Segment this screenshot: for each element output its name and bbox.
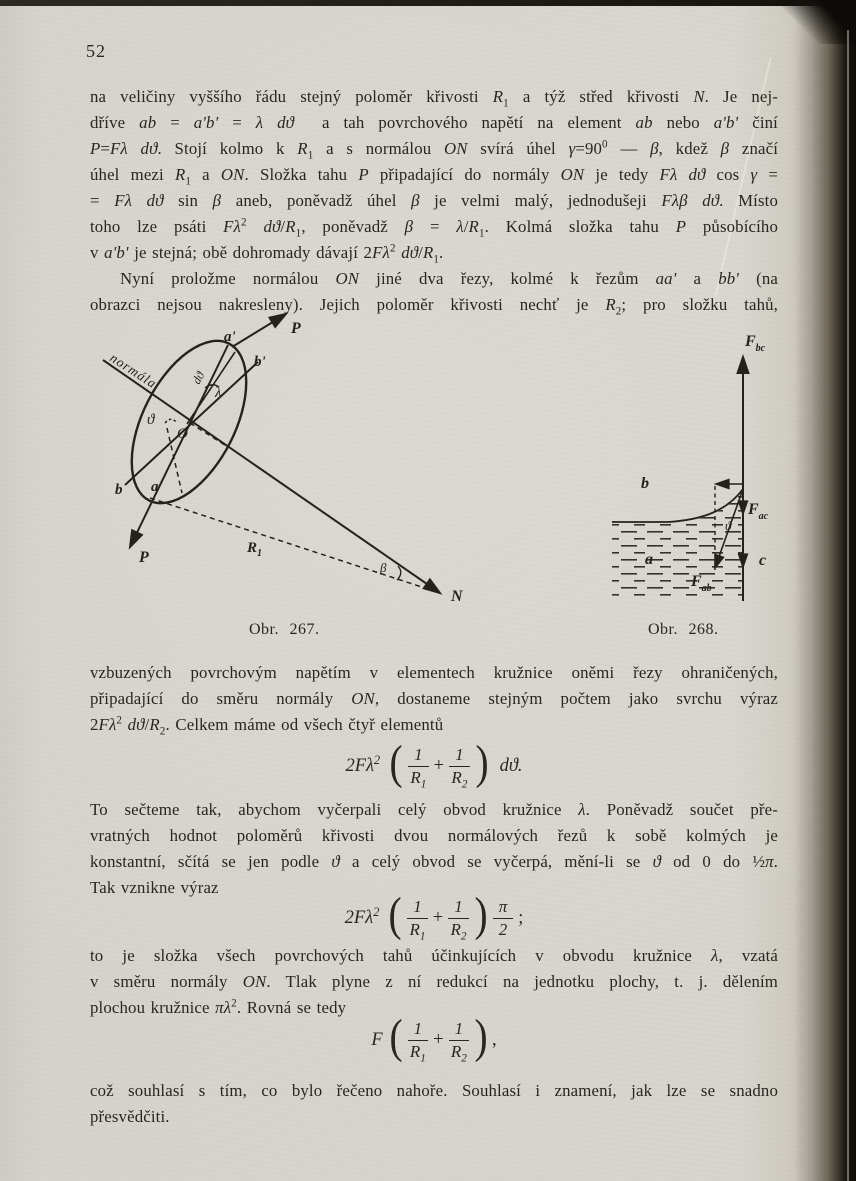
left-paren: ( bbox=[389, 736, 403, 790]
normala-label: normála bbox=[107, 349, 160, 392]
theta-angle-mark bbox=[165, 419, 176, 423]
figure-267 bbox=[85, 300, 480, 612]
normal-line-ON bbox=[103, 360, 440, 593]
formula-coefficient: F bbox=[371, 1029, 383, 1050]
formula-punctuation: , bbox=[492, 1029, 497, 1050]
text-line: Nyní proložme normálou ON jiné dva řezy, kolmé k řezům aa' a bb' (na bbox=[120, 269, 778, 288]
text-line: = Fλ dϑ sin β aneb, poněvadž úhel β je velmi malý, jednodušeji Fλβ dϑ. Místo bbox=[90, 191, 778, 210]
beta-angle-arc bbox=[397, 566, 401, 580]
text-line: toho lze psáti $F\lambda^2$ $dϑ/R_1$, poněvadž $\beta = \lambda/R_1$. Kolmá složka tahu P působícího bbox=[90, 216, 779, 240]
a-region-label: a bbox=[645, 551, 653, 568]
a-label: a bbox=[151, 479, 159, 495]
fraction-1-R1: $\frac{1}{R_1}$ bbox=[408, 745, 429, 788]
figure-267-caption: Obr. 267. bbox=[249, 621, 320, 638]
formula-coefficient: $2F\lambda^2$ bbox=[345, 752, 381, 776]
text-line: což souhlasí s tím, co bylo řečeno nahoře. Souhlasí i znamení, jak lze se snadno bbox=[90, 1081, 778, 1100]
p-arrow-top bbox=[232, 314, 286, 347]
paragraph-4 bbox=[90, 797, 778, 901]
text-line: To sečteme tak, abychom vyčerpali celý obvod kružnice λ. Poněvadž součet pře- bbox=[90, 800, 778, 819]
text-line: vratných hodnot poloměrů křivosti dvou normálových řezů k sobě kolmých je bbox=[90, 826, 778, 845]
formula-punctuation: ; bbox=[518, 907, 524, 928]
scan-corner-shadow bbox=[766, 0, 856, 44]
b-prime-label: b' bbox=[254, 354, 266, 370]
beta-label: β bbox=[380, 560, 387, 575]
N-label: N bbox=[451, 588, 463, 605]
formula-total-circumference bbox=[90, 888, 778, 948]
paragraph-1 bbox=[90, 84, 778, 266]
page-number: 52 bbox=[86, 41, 106, 61]
paragraph-6 bbox=[90, 1078, 778, 1130]
c-region-label: c bbox=[759, 552, 767, 569]
Fab-label: $F_{ab}$ bbox=[691, 573, 712, 594]
b-region-label: b bbox=[641, 475, 649, 492]
text-line: Tak vznikne výraz bbox=[90, 878, 219, 897]
figure-268 bbox=[595, 318, 795, 610]
b-label: b bbox=[115, 482, 123, 498]
text-line: $2F\lambda^2$ $dϑ/R_2$. Celkem máme od všech čtyř elementů bbox=[90, 714, 444, 738]
P-bottom-label: P bbox=[139, 549, 149, 566]
O-label: O bbox=[177, 426, 188, 442]
fraction-1-R2: $\frac{1}{R_2}$ bbox=[449, 745, 470, 788]
theta-label: ϑ bbox=[147, 412, 155, 428]
text-line: úhel mezi $R_1$ a ON. Složka tahu P připadající do normály ON je tedy Fλ dϑ cos γ = bbox=[90, 165, 778, 188]
dtheta-label: dϑ bbox=[189, 369, 208, 387]
page-edge-highlight bbox=[847, 30, 849, 1181]
text-line: v a'b' je stejná; obě dohromady dávají $2F\lambda^2$ $dϑ/R_1$. bbox=[90, 242, 444, 266]
left-paren: ( bbox=[389, 1010, 403, 1064]
radius-R1-dashed bbox=[150, 498, 437, 592]
R1-label: $R_1$ bbox=[247, 540, 263, 559]
text-line: na veličiny vyššího řádu stejný poloměr křivosti $R_1$ a týž střed křivosti N. Je nej- bbox=[90, 87, 779, 110]
paragraph-3 bbox=[90, 660, 778, 738]
plus-sign: + bbox=[433, 755, 445, 776]
dtheta-radius bbox=[187, 352, 235, 424]
text-line: v směru normály ON. Tlak plyne z ní redukcí na jednotku plochy, t. j. dělením bbox=[90, 972, 778, 991]
fraction-1-R2: $\frac{1}{R_2}$ bbox=[448, 897, 469, 940]
formula-coefficient: $2F\lambda^2$ bbox=[344, 904, 380, 928]
text-line: plochou kružnice $\pi\lambda^2$. Rovná se tedy bbox=[90, 997, 347, 1017]
text-line: konstantní, sčítá se jen podle ϑ a celý obvod se vyčerpá, mění-li se ϑ od 0 do ½π. bbox=[90, 852, 779, 871]
text-line: dříve ab = a'b' = λ dϑ a tah povrchového napětí na element ab nebo a'b' činí bbox=[90, 113, 778, 132]
Fac-label: $F_{ac}$ bbox=[748, 501, 769, 522]
text-line: vzbuzených povrchovým napětím v elementech kružnice oněmi řezy ohraničených, bbox=[90, 663, 778, 682]
theta-label: ϑ bbox=[725, 518, 732, 533]
text-line: přesvědčiti. bbox=[90, 1107, 170, 1126]
right-paren: ) bbox=[475, 736, 489, 790]
text-line: P=Fλ dϑ. Stojí kolmo k $R_1$ a s normálou ON svírá úhel $\gamma=90^0$ — β, kdež β značí bbox=[90, 138, 779, 162]
right-paren: ) bbox=[474, 1010, 488, 1064]
text-line: to je složka všech povrchových tahů účinkujících v obvodu kružnice λ, vzatá bbox=[90, 946, 778, 965]
formula-sum-elements bbox=[90, 736, 778, 796]
right-paren: ) bbox=[474, 888, 488, 942]
dashed-segment-O bbox=[190, 423, 228, 447]
fraction-pi-2: $\frac{\pi}{2}$ bbox=[493, 897, 514, 940]
figure-268-caption: Obr. 268. bbox=[648, 621, 719, 638]
text-line: připadající do směru normály ON, dostaneme stejným počtem jako svrchu výraz bbox=[90, 689, 778, 708]
plus-sign: + bbox=[432, 907, 444, 928]
fraction-1-R2: $\frac{1}{R_2}$ bbox=[449, 1019, 470, 1062]
scan-top-edge bbox=[0, 0, 856, 6]
formula-pressure bbox=[90, 1010, 778, 1070]
lambda-label: λ bbox=[215, 385, 222, 401]
text-line: obrazci nejsou nakresleny). Jejich poloměr křivosti nechť je $R_2$; pro složku tahů, bbox=[90, 295, 778, 318]
P-top-label: P bbox=[291, 320, 301, 337]
left-paren: ( bbox=[388, 888, 402, 942]
fraction-1-R1: $\frac{1}{R_1}$ bbox=[407, 897, 428, 940]
plus-sign: + bbox=[433, 1029, 444, 1050]
fraction-1-R1: $\frac{1}{R_1}$ bbox=[408, 1019, 429, 1062]
formula-differential: dϑ. bbox=[499, 755, 523, 776]
Fbc-label: $F_{bc}$ bbox=[745, 333, 766, 354]
a-prime-label: a' bbox=[224, 329, 236, 345]
